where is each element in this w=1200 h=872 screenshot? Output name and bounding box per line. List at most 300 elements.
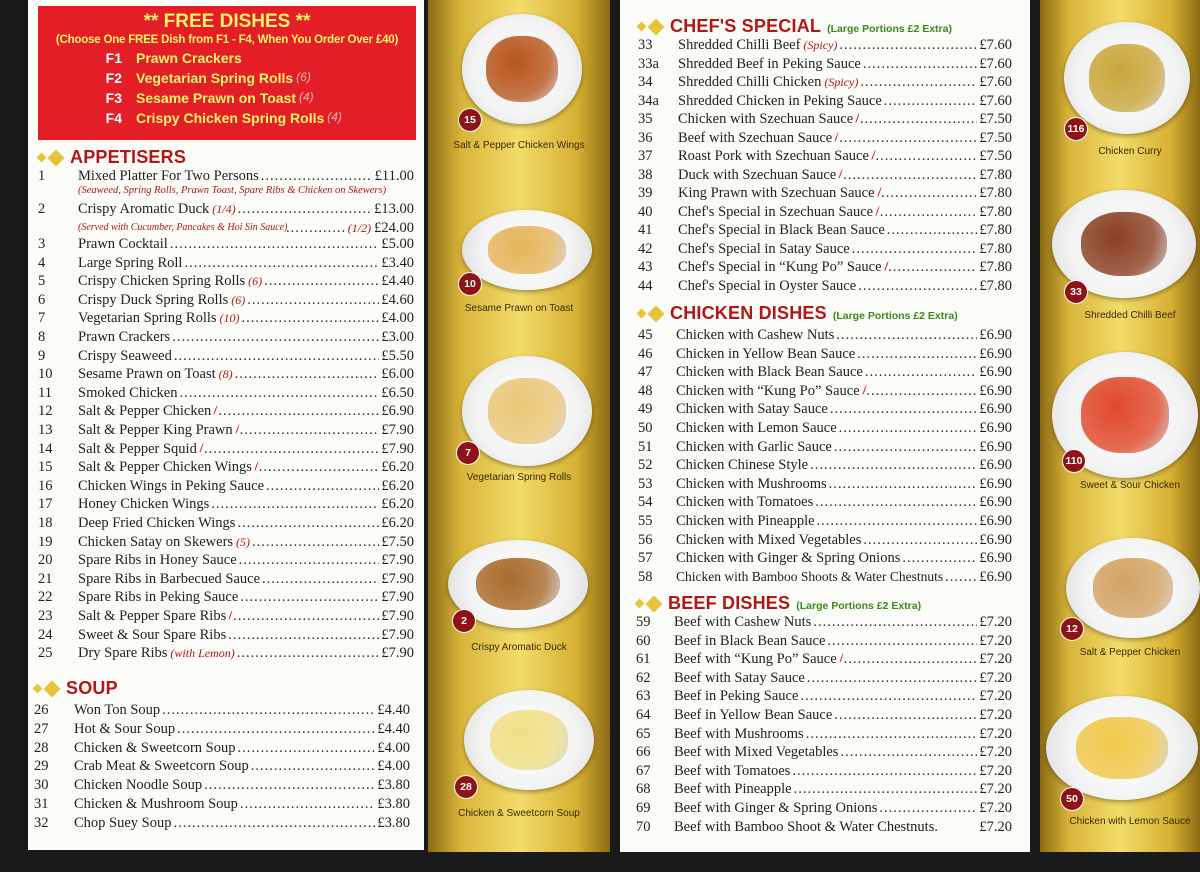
dot-leader: [945, 569, 977, 586]
item-name: Vegetarian Spring Rolls: [78, 310, 217, 327]
item-price: £7.20: [979, 818, 1012, 835]
item-number: 17: [38, 496, 53, 513]
item-price: £6.20: [381, 477, 414, 494]
dot-leader: [858, 278, 977, 295]
item-number: 60: [636, 632, 651, 649]
dot-leader: [860, 74, 977, 91]
item-price: £6.20: [381, 515, 414, 531]
dish-plate: [1064, 22, 1190, 134]
dish-caption: Chicken & Sweetcorn Soup: [458, 808, 580, 819]
photo-strip-right: [1040, 0, 1200, 852]
item-name: Chicken & Sweetcorn Soup: [74, 739, 236, 756]
chilli-icon: [199, 443, 203, 453]
platter-description: (Seaweed, Spring Rolls, Prawn Toast, Spare Ribs & Chicken on Skewers): [78, 185, 387, 196]
item-number: 62: [636, 669, 651, 686]
menu-item-row: [38, 273, 414, 292]
dot-leader: [888, 259, 977, 276]
dot-leader: [843, 167, 977, 184]
item-price: £6.90: [979, 420, 1012, 436]
dot-leader: [240, 422, 380, 439]
dish-food: [488, 226, 566, 274]
item-name: Chicken with Lemon Sauce: [676, 420, 837, 436]
item-name: Chicken with Cashew Nuts: [676, 327, 835, 343]
dish-plate: [462, 356, 592, 466]
item-number: 5: [38, 273, 46, 290]
menu-item-row: [38, 236, 414, 255]
item-name: Salt & Pepper King Prawn: [78, 422, 233, 438]
free-dish-count: (4): [327, 110, 342, 124]
dot-leader: [863, 56, 978, 73]
item-name: Crispy Duck Spring Rolls: [78, 291, 229, 308]
free-dish-code: F3: [105, 90, 122, 106]
free-dish-name: Crispy Chicken Spring Rolls: [136, 110, 325, 126]
item-price: £6.00: [381, 366, 414, 383]
item-number: 65: [636, 725, 651, 742]
item-number: 38: [638, 166, 653, 183]
menu-item-row: [638, 111, 1012, 130]
item-price: £7.20: [979, 614, 1012, 630]
item-name: Beef with Bamboo Shoot & Water Chestnuts: [674, 818, 935, 835]
item-number: 70: [636, 818, 651, 835]
item-name: Beef with Ginger & Spring Onions: [674, 800, 878, 816]
item-number: 10: [38, 366, 53, 383]
menu-item-row: [34, 721, 410, 740]
item-name: Chicken with Pineapple: [676, 513, 815, 529]
menu-item-row: [38, 348, 414, 367]
item-price: £7.20: [979, 632, 1012, 649]
dot-leader: [806, 726, 978, 743]
item-price: £7.60: [979, 37, 1012, 53]
item-price: £7.90: [381, 589, 414, 606]
item-name: Beef in Black Bean Sauce: [674, 632, 826, 649]
item-price: £7.90: [381, 626, 414, 643]
item-number: 3: [38, 236, 46, 252]
dish-number-badge: 12: [1060, 617, 1084, 641]
free-dish-row: [38, 90, 416, 106]
item-name: Spare Ribs in Peking Sauce: [78, 589, 239, 606]
dish-plate: [462, 210, 592, 290]
diamond-icon: [636, 598, 660, 610]
dot-leader: [839, 37, 977, 54]
item-name: Chicken with Garlic Sauce: [676, 438, 832, 455]
item-number: 13: [38, 422, 53, 438]
item-number: 45: [638, 327, 653, 343]
dish-caption: Chicken with Lemon Sauce: [1069, 816, 1191, 827]
item-price: £6.90: [979, 382, 1012, 399]
dish-caption: Salt & Pepper Chicken: [1079, 647, 1181, 658]
item-price: £7.90: [381, 422, 414, 438]
dot-leader: [880, 204, 978, 221]
item-price: £4.40: [377, 702, 410, 718]
menu-item-row: [636, 726, 1012, 745]
item-price: £7.20: [979, 707, 1012, 723]
item-price: £7.90: [381, 645, 414, 662]
free-dish-count: (4): [299, 90, 314, 104]
item-price: £7.20: [979, 669, 1012, 686]
item-price: £7.50: [381, 533, 414, 550]
item-price: £3.80: [377, 777, 410, 794]
menu-item-row: [38, 292, 414, 311]
menu-item-row: [38, 459, 414, 478]
dish-food: [1081, 377, 1169, 453]
item-number: 31: [34, 796, 49, 812]
item-number: 59: [636, 614, 651, 630]
free-dish-name: Sesame Prawn on Toast: [136, 90, 297, 106]
item-number: 30: [34, 777, 49, 794]
menu-item-row: [38, 534, 414, 553]
menu-item-row: [636, 707, 1012, 726]
item-name: Shredded Beef in Peking Sauce: [678, 55, 861, 72]
menu-item-row: [638, 494, 1012, 513]
dot-leader: [204, 777, 375, 794]
item-price: £7.80: [979, 277, 1012, 294]
section-title: BEEF DISHES: [668, 593, 791, 613]
menu-item-row: [638, 476, 1012, 495]
item-suffix: (10): [219, 311, 240, 326]
item-number: 50: [638, 420, 653, 436]
menu-item-row: [38, 366, 414, 385]
menu-item-row: [638, 148, 1012, 167]
dot-leader: [179, 385, 379, 402]
item-price: £6.90: [979, 364, 1012, 381]
dish-food: [1089, 44, 1165, 111]
free-dish-code: F2: [105, 70, 122, 86]
item-price: £6.90: [979, 475, 1012, 492]
item-number: 2: [38, 201, 46, 217]
item-name: King Prawn with Szechuan Sauce: [678, 185, 875, 201]
item-name: Beef with Pineapple: [674, 781, 792, 798]
item-number: 14: [38, 440, 53, 457]
dish-number-badge: 110: [1062, 449, 1086, 473]
free-dish-name: Vegetarian Spring Rolls: [136, 70, 294, 86]
duck-description: (Served with Cucumber, Pancakes & Hoi Sin Sauce): [78, 222, 288, 233]
item-number: 6: [38, 291, 46, 308]
dot-leader: [879, 800, 977, 817]
dish-caption: Sesame Prawn on Toast: [464, 303, 574, 314]
item-name: Chicken with “Kung Po” Sauce: [676, 382, 860, 399]
menu-item-row: [34, 815, 410, 834]
dot-leader: [238, 201, 373, 218]
item-name: Chop Suey Soup: [74, 814, 172, 831]
item-number: 56: [638, 531, 653, 548]
dish-plate: [1046, 696, 1198, 800]
menu-item-row: [38, 441, 414, 460]
menu-item-row: [34, 758, 410, 777]
dot-leader: [836, 327, 977, 344]
dot-leader: [839, 420, 978, 437]
item-suffix: (6): [248, 274, 263, 289]
dish-food: [488, 378, 566, 444]
diamond-icon: [638, 21, 662, 33]
section-title: APPETISERS: [70, 147, 187, 167]
item-name: Chef's Special in Black Bean Sauce: [678, 222, 885, 238]
item-price: £7.90: [381, 552, 414, 569]
item-name: Duck with Szechuan Sauce: [678, 166, 837, 183]
diamond-icon: [38, 152, 62, 164]
item-name: Chicken & Mushroom Soup: [74, 796, 238, 812]
free-dish-count: (6): [296, 70, 311, 84]
dish-caption: Shredded Chilli Beef: [1084, 310, 1176, 321]
item-suffix: (6): [231, 292, 246, 307]
dot-leader: [815, 494, 977, 511]
item-name: Salt & Pepper Chicken: [78, 403, 212, 420]
dish-number-badge: 50: [1060, 787, 1084, 811]
dish-food: [490, 710, 568, 770]
duck-half-row: [286, 220, 414, 239]
free-dishes-list: [38, 50, 416, 126]
item-number: 15: [38, 459, 53, 476]
item-price: £6.90: [979, 457, 1012, 474]
menu-item-row: [636, 651, 1012, 670]
item-name: Deep Fried Chicken Wings: [78, 515, 236, 531]
menu-item-row: [636, 800, 1012, 819]
menu-item-row: [38, 627, 414, 646]
dish-number-badge: 7: [456, 441, 480, 465]
menu-item-row: [638, 420, 1012, 439]
item-number: 33a: [638, 55, 659, 72]
dot-leader: [184, 255, 379, 272]
dot-leader: [792, 763, 977, 780]
item-price: £7.80: [979, 240, 1012, 257]
menu-item-row: [638, 439, 1012, 458]
item-price: £5.00: [381, 236, 414, 252]
menu-item-row: [638, 327, 1012, 346]
dot-leader: [174, 348, 380, 365]
item-price: £4.00: [381, 310, 414, 327]
menu-item-row: [38, 403, 414, 422]
item-number: 22: [38, 589, 53, 606]
menu-item-row: [638, 185, 1012, 204]
menu-item-row: [38, 168, 414, 187]
dish-food: [1081, 212, 1167, 277]
item-number: 19: [38, 533, 53, 550]
dish-number-badge: 116: [1064, 117, 1088, 141]
item-number: 36: [638, 129, 653, 146]
item-name: Shredded Chilli Chicken: [678, 74, 822, 90]
item-price: £5.50: [381, 347, 414, 364]
item-name: Chicken with Bamboo Shoots & Water Chestnuts: [676, 568, 944, 584]
dish-food: [1076, 717, 1167, 779]
item-number: 51: [638, 438, 653, 455]
item-price: £7.20: [979, 800, 1012, 816]
menu-item-row: [636, 670, 1012, 689]
item-price: £7.80: [979, 259, 1012, 275]
dish-caption: Sweet & Sour Chicken: [1079, 480, 1181, 491]
item-number: 43: [638, 259, 653, 275]
item-number: 23: [38, 608, 53, 624]
item-name: Chicken with Szechuan Sauce: [678, 111, 854, 127]
item-price: £7.20: [979, 651, 1012, 668]
item-price: £6.90: [979, 401, 1012, 418]
item-name: Crispy Seaweed: [78, 347, 172, 364]
section-chicken-dishes: [638, 303, 958, 324]
dot-leader: [844, 651, 978, 668]
menu-page-right: [620, 0, 1030, 852]
dot-leader: [240, 796, 375, 813]
item-name: Won Ton Soup: [74, 702, 161, 718]
menu-item-row: [638, 364, 1012, 383]
menu-item-row: [636, 819, 1012, 838]
menu-item-row: [636, 763, 1012, 782]
item-price: £4.60: [381, 291, 414, 308]
item-price: £7.90: [381, 440, 414, 457]
item-name: Beef with Mixed Vegetables: [674, 744, 839, 761]
menu-item-row: [38, 422, 414, 441]
item-price: £3.80: [377, 814, 410, 831]
free-dish-code: F4: [105, 110, 122, 126]
menu-item-row: [638, 222, 1012, 241]
item-name: Chicken Noodle Soup: [74, 777, 203, 794]
item-suffix: (Spicy): [803, 38, 838, 52]
item-suffix: (1/4): [212, 202, 236, 216]
item-price: £7.20: [979, 744, 1012, 761]
item-price: £6.90: [979, 438, 1012, 455]
menu-item-row: [38, 385, 414, 404]
item-price: £7.60: [979, 92, 1012, 109]
item-name: Chicken with Satay Sauce: [676, 401, 828, 418]
item-name: Shredded Chicken in Peking Sauce: [678, 92, 882, 109]
dot-leader: [242, 310, 380, 327]
dish-number-badge: 15: [458, 108, 482, 132]
free-dish-row: [38, 70, 416, 86]
dot-leader: [830, 401, 978, 418]
item-name: Chicken Chinese Style: [676, 457, 809, 474]
dot-leader: [239, 552, 380, 569]
section-note: (Large Portions £2 Extra): [827, 22, 952, 35]
item-price: £6.90: [979, 568, 1012, 585]
section-title: CHEF'S SPECIAL: [670, 16, 822, 36]
diamond-icon: [34, 683, 58, 695]
item-name: Large Spring Roll: [78, 254, 183, 271]
item-name: Crab Meat & Sweetcorn Soup: [74, 758, 249, 775]
item-number: 66: [636, 744, 651, 761]
dot-leader: [237, 515, 379, 532]
item-number: 37: [638, 148, 653, 164]
menu-item-row: [38, 329, 414, 348]
menu-item-row: [638, 550, 1012, 569]
dot-leader: [237, 645, 380, 662]
item-number: 33: [638, 37, 653, 53]
dot-leader: [840, 744, 977, 761]
item-name: Chicken with Mushrooms: [676, 475, 827, 492]
item-price: £6.90: [381, 403, 414, 420]
dot-leader: [857, 346, 977, 363]
item-name: Beef with Cashew Nuts: [674, 614, 812, 630]
menu-item-row: [638, 532, 1012, 551]
item-name: Chicken with Black Bean Sauce: [676, 364, 863, 381]
item-price: £11.00: [374, 168, 414, 184]
free-dishes-title: ** FREE DISHES **: [143, 11, 311, 32]
item-price: £7.90: [381, 608, 414, 624]
menu-item-row: [638, 93, 1012, 112]
photo-strip-left: [428, 0, 610, 852]
menu-item-row: [638, 204, 1012, 223]
item-number: 9: [38, 347, 46, 364]
item-name: Prawn Crackers: [78, 329, 171, 345]
menu-item-row: [38, 310, 414, 329]
item-number: 48: [638, 382, 653, 399]
item-price: £3.40: [381, 254, 414, 271]
section-chefs-special: [638, 16, 952, 37]
item-name: Shredded Chilli Beef: [678, 37, 801, 53]
item-name: Dry Spare Ribs: [78, 645, 168, 662]
item-name: Salt & Pepper Squid: [78, 440, 197, 457]
free-dish-name: Prawn Crackers: [136, 50, 242, 66]
dish-number-badge: 33: [1064, 280, 1088, 304]
dot-leader: [204, 441, 379, 458]
item-name: Chef's Special in Satay Sauce: [678, 240, 850, 257]
item-price: £7.60: [979, 55, 1012, 72]
item-number: 24: [38, 626, 53, 643]
item-name: Salt & Pepper Spare Ribs: [78, 608, 227, 624]
item-number: 53: [638, 475, 653, 492]
item-number: 25: [38, 645, 53, 662]
item-price: £13.00: [374, 201, 414, 217]
item-name: Beef with Satay Sauce: [674, 669, 805, 686]
section-title: SOUP: [66, 678, 118, 698]
menu-item-row: [38, 496, 414, 515]
item-price: £7.20: [979, 688, 1012, 705]
item-number: 39: [638, 185, 653, 201]
item-name: Chicken Wings in Peking Sauce: [78, 477, 265, 494]
menu-item-row: [34, 796, 410, 815]
free-dishes-subtitle: (Choose One FREE Dish from F1 - F4, When You Order Over £40): [55, 34, 399, 46]
dish-number-badge: 28: [454, 775, 478, 799]
item-suffix: (5): [236, 534, 251, 549]
item-price: £6.90: [979, 550, 1012, 567]
item-number: 28: [34, 739, 49, 756]
menu-item-row: [636, 688, 1012, 707]
item-name: Honey Chicken Wings: [78, 496, 210, 513]
menu-item-row: [34, 777, 410, 796]
dot-leader: [834, 707, 977, 724]
item-price: £6.90: [979, 494, 1012, 511]
menu-item-row: [638, 569, 1012, 588]
item-price: £3.00: [381, 329, 414, 345]
item-number: 8: [38, 329, 46, 345]
item-price: £6.20: [381, 496, 414, 513]
dot-leader: [829, 476, 978, 493]
menu-item-row: [636, 781, 1012, 800]
item-price: £6.50: [381, 384, 414, 401]
item-suffix: (8): [218, 367, 233, 382]
dish-number-badge: 10: [458, 272, 482, 296]
dot-leader: [177, 721, 375, 738]
item-number: 52: [638, 457, 653, 474]
menu-item-row: [34, 702, 410, 721]
item-name: Salt & Pepper Chicken Wings: [78, 459, 252, 476]
item-price: £7.80: [979, 222, 1012, 238]
menu-item-row: [638, 457, 1012, 476]
item-name: Chicken with Tomatoes: [676, 494, 814, 511]
item-number: 21: [38, 570, 53, 587]
section-appetisers: [38, 147, 186, 168]
item-price: £6.90: [979, 531, 1012, 548]
dot-leader: [266, 478, 379, 495]
dot-leader: [238, 740, 376, 757]
item-price: £7.20: [979, 762, 1012, 779]
menu-item-row: [638, 401, 1012, 420]
item-number: 20: [38, 552, 53, 569]
dot-leader: [252, 534, 379, 551]
duck-half-price: £24.00: [374, 220, 414, 236]
item-name: Beef with Szechuan Sauce: [678, 129, 833, 146]
item-name: Beef in Peking Sauce: [674, 688, 799, 705]
menu-item-row: [638, 37, 1012, 56]
item-number: 26: [34, 702, 49, 718]
duck-half-suffix: (1/2): [347, 221, 372, 235]
item-number: 61: [636, 651, 651, 668]
